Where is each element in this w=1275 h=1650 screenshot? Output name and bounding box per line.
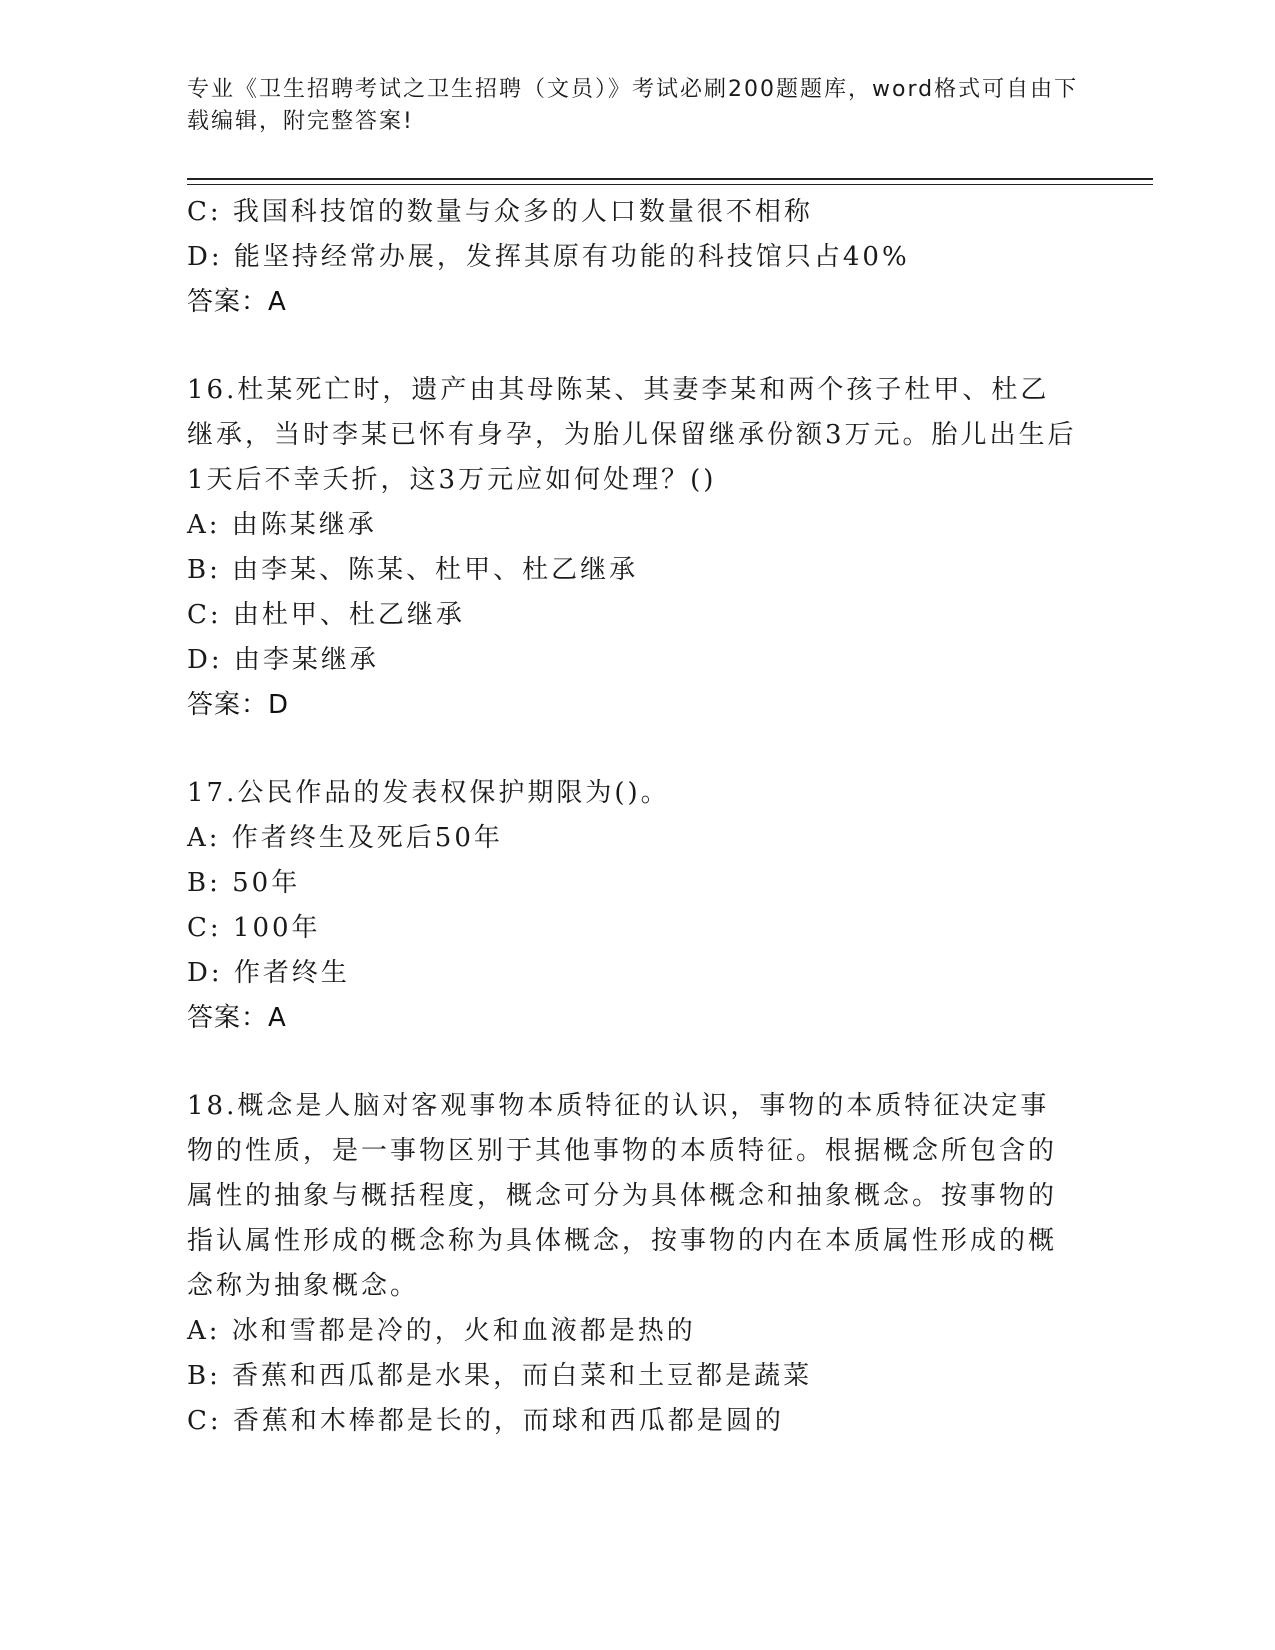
question-17 (187, 771, 1087, 1041)
question-16 (187, 368, 1087, 728)
option-b: B: 50年 (187, 868, 301, 898)
spacer (187, 325, 1087, 368)
question-15 (187, 190, 1087, 325)
answer-label: 答案：A (187, 1003, 287, 1033)
option-a: A: 作者终生及死后50年 (187, 823, 503, 853)
option-d: D: 作者终生 (187, 958, 350, 988)
option-d: D: 由李某继承 (187, 645, 379, 675)
option-c: C: 我国科技馆的数量与众多的人口数量很不相称 (187, 197, 813, 227)
option-c: C: 100年 (187, 913, 321, 943)
spacer (187, 1041, 1087, 1084)
option-c: C: 由杜甲、杜乙继承 (187, 600, 465, 630)
option-a: A: 由陈某继承 (187, 510, 377, 540)
header-divider-thin (187, 184, 1153, 185)
question-stem: 17.公民作品的发表权保护期限为()。 (187, 778, 670, 808)
answer-label: 答案：A (187, 287, 287, 317)
question-content (187, 190, 1087, 1444)
answer-label: 答案：D (187, 690, 290, 720)
question-stem: 16.杜某死亡时，遗产由其母陈某、其妻李某和两个孩子杜甲、杜乙继承，当时李某已怀有身孕，为胎儿保留继承份额3万元。胎儿出生后1天后不幸夭折，这3万元应如何处理？() (187, 375, 1077, 495)
header-divider-thick (187, 178, 1153, 180)
question-stem: 18.概念是人脑对客观事物本质特征的认识，事物的本质特征决定事物的性质，是一事物区别于其他事物的本质特征。根据概念所包含的属性的抽象与概括程度，概念可分为具体概念和抽象概念。按事物的指认属性形成的概念称为具体概念，按事物的内在本质属性形成的概念称为抽象概念。 (187, 1091, 1058, 1301)
spacer (187, 728, 1087, 771)
option-b: B: 由李某、陈某、杜甲、杜乙继承 (187, 555, 639, 585)
option-d: D: 能坚持经常办展，发挥其原有功能的科技馆只占40% (187, 242, 910, 272)
option-a: A: 冰和雪都是冷的，火和血液都是热的 (187, 1316, 696, 1346)
option-c: C: 香蕉和木棒都是长的，而球和西瓜都是圆的 (187, 1406, 784, 1436)
question-18 (187, 1084, 1087, 1444)
option-b: B: 香蕉和西瓜都是水果，而白菜和土豆都是蔬菜 (187, 1361, 813, 1391)
document-header: 专业《卫生招聘考试之卫生招聘（文员）》考试必刷200题题库，word格式可自由下载编辑，附完整答案! (187, 77, 1079, 134)
